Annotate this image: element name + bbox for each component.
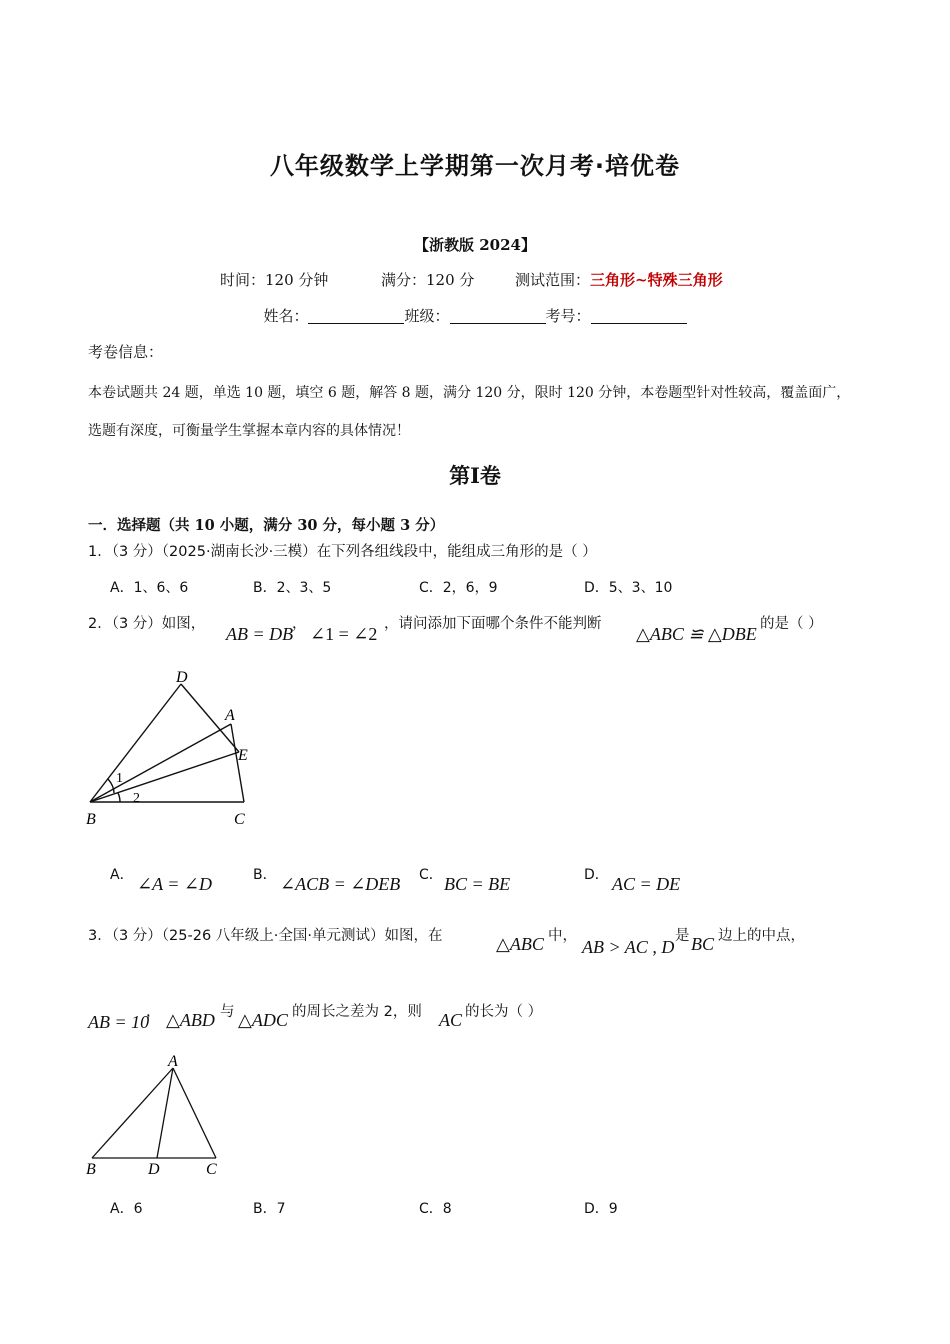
- q2-option-c-expr: BC = BE: [444, 874, 511, 894]
- q2-option-d-letter[interactable]: D．: [584, 867, 609, 883]
- time-info: 时间：120 分钟: [220, 271, 329, 289]
- range-info: [515, 269, 723, 290]
- q2-target: △ABC ≌ △DBE: [636, 624, 757, 644]
- score-info: 满分：120 分: [381, 271, 475, 289]
- q2-label-c: C: [234, 811, 245, 828]
- info-label: 考卷信息：: [88, 343, 164, 361]
- q1-option-d[interactable]: D．5、3、10: [584, 580, 673, 596]
- q2-segment-bd: [90, 684, 181, 802]
- q3-shi: 是: [675, 928, 690, 944]
- q2-label-angle1: 1: [116, 771, 123, 786]
- exam-no-blank[interactable]: [591, 308, 687, 324]
- exam-title: 八年级数学上学期第一次月考·培优卷: [269, 152, 681, 180]
- q2-angle2-arc: [118, 793, 120, 802]
- q3-segment-ac: [173, 1068, 216, 1158]
- section-heading: 一．选择题（共 10 小题，满分 30 分，每小题 3 分）: [88, 517, 445, 534]
- q2-option-c-letter[interactable]: C．: [419, 867, 443, 883]
- q2-label-d: D: [176, 669, 188, 686]
- q2-label-e: E: [238, 747, 248, 764]
- q3-label-c: C: [206, 1161, 217, 1178]
- range-label: 测试范围：: [515, 271, 591, 289]
- q3-option-c[interactable]: C．8: [419, 1201, 452, 1217]
- q3-mid-text: 边上的中点，: [718, 928, 805, 944]
- q1-option-b[interactable]: B．2、3、5: [253, 580, 332, 596]
- info-text: 本卷试题共 24 题，单选 10 题，填空 6 题，解答 8 题，满分 120 分，限时 120 分钟，本卷题型针对性较高，覆盖面广，选题有深度，可衡量学生掌握本章内容的具体情况！: [88, 385, 851, 439]
- q3-segment-ad: [157, 1068, 173, 1158]
- q1-option-a[interactable]: A．1、6、6: [110, 580, 189, 596]
- q2-label-a: A: [225, 707, 235, 724]
- q2-label-angle2: 2: [133, 791, 140, 806]
- q3-option-a[interactable]: A．6: [110, 1201, 143, 1217]
- q3-prefix: 3．（3 分）（25-26 八年级上·全国·单元测试）如图，在: [88, 928, 443, 944]
- q1-option-c[interactable]: C．2，6，9: [419, 580, 498, 596]
- q2-option-b-expr: ∠ACB = ∠DEB: [280, 874, 401, 894]
- q2-prefix: 2．（3 分）如图，: [88, 616, 206, 632]
- q3-diff: 的周长之差为 2，则: [292, 1004, 422, 1020]
- class-label: 班级：: [404, 307, 450, 325]
- q3-condition: AB > AC , D: [582, 937, 675, 957]
- q2-mid: ，请问添加下面哪个条件不能判断: [384, 616, 602, 632]
- q3-label-a: A: [168, 1053, 178, 1070]
- q3-label-b: B: [86, 1161, 96, 1178]
- exam-no-label: 考号：: [545, 307, 591, 325]
- student-fields: [0, 305, 950, 326]
- q2-sep: ，: [292, 616, 307, 632]
- edition-label: 【浙教版 2024】: [414, 236, 536, 254]
- q3-zhong: 中，: [548, 928, 577, 944]
- class-blank[interactable]: [450, 308, 546, 324]
- q3-triangle: △ABC: [496, 934, 544, 954]
- q2-option-a-expr: ∠A = ∠D: [137, 874, 212, 894]
- q2-figure: [80, 662, 280, 832]
- q2-cond2: ∠1 = ∠2: [310, 624, 378, 644]
- q2-label-b: B: [86, 811, 96, 828]
- q2-segment-be: [90, 752, 239, 802]
- q2-cond1: AB = DB: [226, 624, 294, 644]
- q3-segment-ab: [92, 1068, 173, 1158]
- q2-suffix: 的是（ ）: [760, 616, 823, 632]
- q3-sep: ，: [146, 1004, 161, 1020]
- q3-adc: △ADC: [238, 1010, 288, 1030]
- q3-suffix: 的长为（ ）: [465, 1004, 543, 1020]
- volume-heading: 第Ⅰ卷: [449, 463, 501, 488]
- q2-option-a-letter[interactable]: A．: [110, 867, 134, 883]
- name-label: 姓名：: [263, 307, 309, 325]
- q3-option-d[interactable]: D．9: [584, 1201, 618, 1217]
- q3-option-b[interactable]: B．7: [253, 1201, 286, 1217]
- q3-ab10: AB = 10: [88, 1012, 150, 1032]
- q3-abd: △ABD: [166, 1010, 215, 1030]
- range-value: 三角形~特殊三角形: [590, 271, 723, 289]
- q2-segment-ba: [90, 724, 231, 802]
- q3-label-d: D: [148, 1161, 160, 1178]
- q2-option-b-letter[interactable]: B．: [253, 867, 277, 883]
- name-blank[interactable]: [308, 308, 404, 324]
- q2-option-d-expr: AC = DE: [612, 874, 681, 894]
- q1-stem: 1．（3 分）（2025·湖南长沙·三模）在下列各组线段中，能组成三角形的是（ ）: [88, 544, 597, 560]
- q3-ac: AC: [439, 1010, 463, 1030]
- q3-bc: BC: [691, 934, 715, 954]
- q3-yu: 与: [220, 1004, 235, 1020]
- q3-figure: [80, 1050, 240, 1180]
